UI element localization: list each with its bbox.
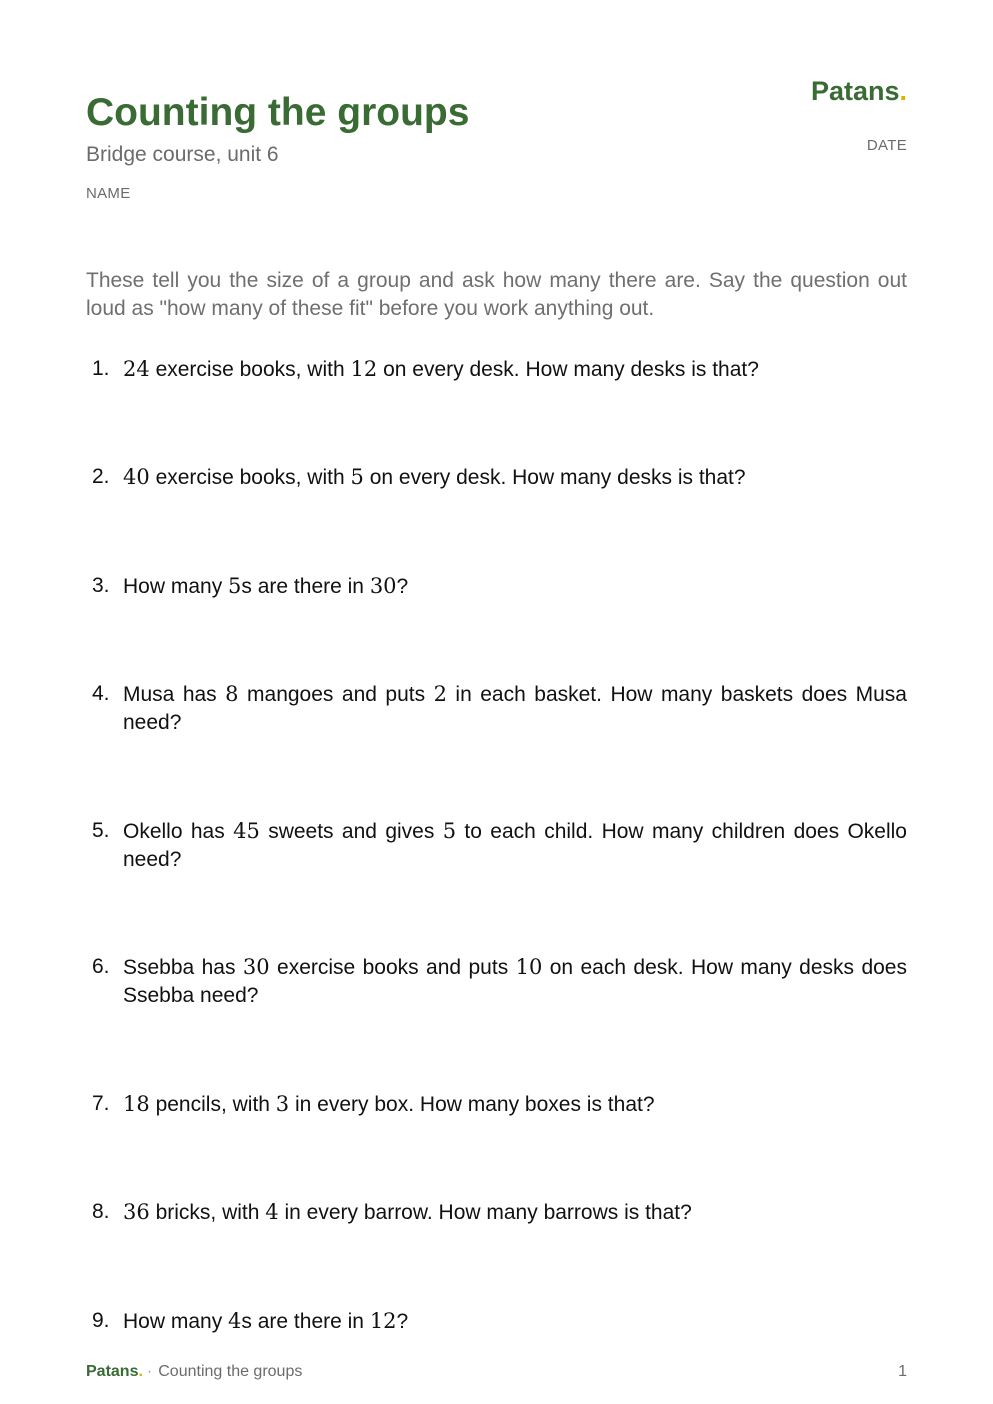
question-text: How many 5s are there in 30? [123, 574, 409, 598]
page-title: Counting the groups [86, 91, 470, 134]
question-3 [86, 572, 907, 601]
brand-logo [811, 75, 907, 107]
page-subtitle: Bridge course, unit 6 [86, 143, 279, 166]
question-number: 2. [92, 465, 110, 488]
question-number: 8. [92, 1200, 110, 1223]
question-number: 4. [92, 682, 110, 705]
name-label: NAME [86, 185, 131, 202]
footer-doc-title: Counting the groups [158, 1363, 303, 1380]
question-9 [86, 1307, 907, 1336]
question-number: 1. [92, 357, 110, 380]
page-footer [86, 1362, 907, 1382]
question-text: 18 pencils, with 3 in every box. How many boxes is that? [123, 1092, 655, 1116]
question-text: Musa has 8 mangoes and puts 2 in each basket. How many baskets does Musa need? [123, 682, 907, 734]
footer-separator: · [146, 1363, 153, 1380]
question-8 [86, 1198, 907, 1227]
brand-dot: . [899, 76, 907, 106]
brand-name: Patans [810, 76, 900, 106]
question-6 [86, 953, 907, 1010]
question-number: 9. [92, 1309, 110, 1332]
question-5 [86, 817, 907, 874]
question-text: 24 exercise books, with 12 on every desk. How many desks is that? [123, 357, 759, 381]
question-number: 3. [92, 574, 110, 597]
date-label: DATE [866, 137, 907, 154]
question-number: 6. [92, 955, 110, 978]
question-number: 5. [92, 819, 110, 842]
question-text: Ssebba has 30 exercise books and puts 10 on each desk. How many desks does Ssebba need? [123, 955, 907, 1007]
question-text: Okello has 45 sweets and gives 5 to each child. How many children does Okello need? [123, 819, 907, 871]
question-1 [86, 355, 907, 384]
page-number: 1 [898, 1363, 907, 1380]
question-text: 40 exercise books, with 5 on every desk. How many desks is that? [123, 465, 746, 489]
question-7 [86, 1090, 907, 1119]
footer-brand: Patans. [86, 1363, 143, 1380]
question-4 [86, 680, 907, 737]
question-text: How many 4s are there in 12? [123, 1309, 409, 1333]
question-number: 7. [92, 1092, 110, 1115]
question-2 [86, 463, 907, 492]
question-text: 36 bricks, with 4 in every barrow. How many barrows is that? [123, 1200, 692, 1224]
intro-text: These tell you the size of a group and ask how many there are. Say the question out loud as "how many of these fit" before you work anything out. [86, 269, 907, 320]
